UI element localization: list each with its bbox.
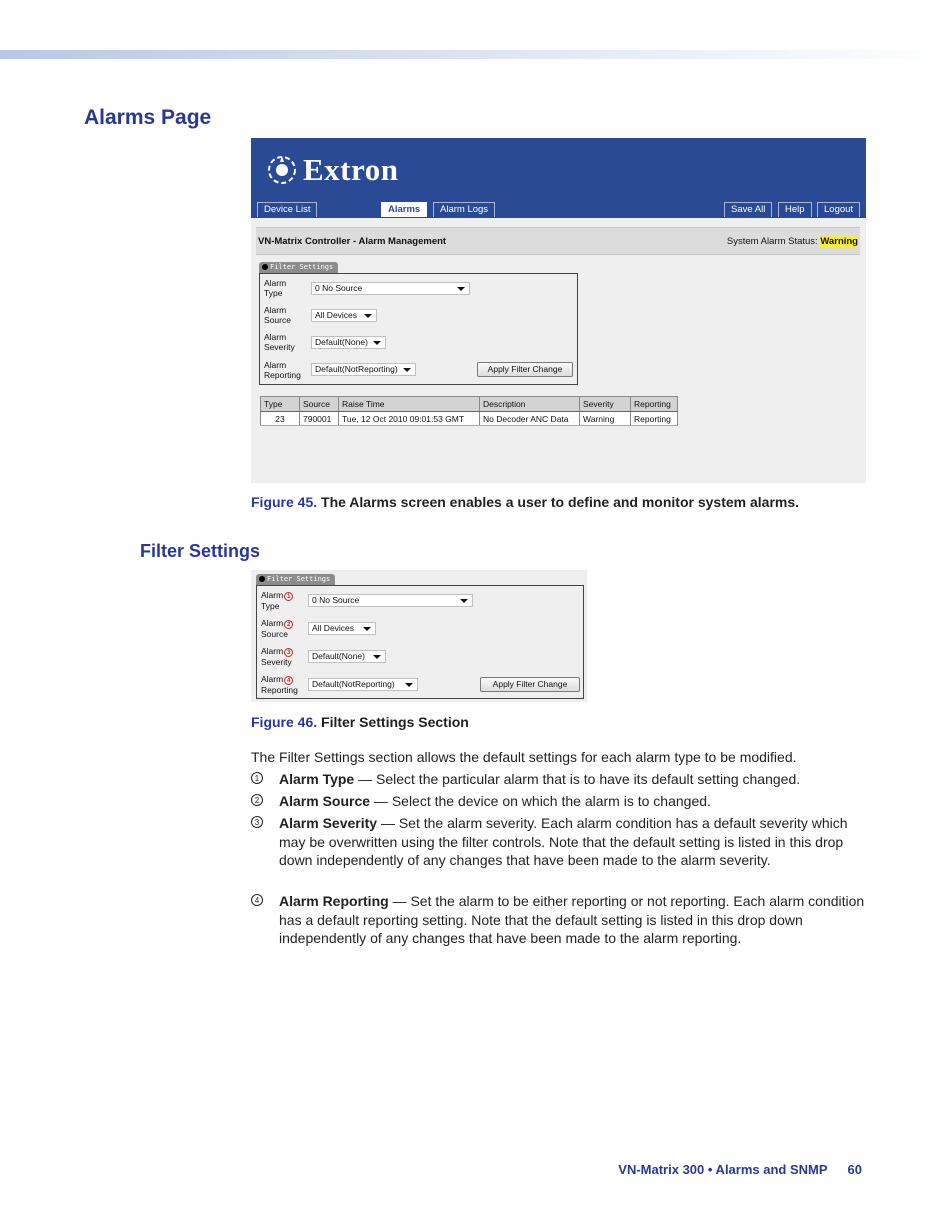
status-badge: Warning <box>820 236 858 247</box>
alarms-table <box>260 396 678 426</box>
footer-text: VN-Matrix 300 • Alarms and SNMP <box>618 1162 828 1177</box>
page-heading: Alarms Page <box>84 106 212 129</box>
alarms-screenshot <box>251 138 866 483</box>
page-number: 60 <box>847 1162 862 1177</box>
page-footer <box>618 1162 862 1177</box>
figure-label: Figure 45. <box>251 494 318 510</box>
table-cell: Warning <box>580 412 631 426</box>
chevron-down-icon <box>364 314 372 318</box>
alarm-type-select[interactable]: 0 No Source <box>308 594 473 607</box>
alarm-source-select[interactable]: All Devices <box>311 309 377 322</box>
alarm-severity-label: Alarm 3 Severity <box>261 646 292 667</box>
list-item <box>251 814 866 870</box>
column-header[interactable]: Reporting <box>631 397 678 412</box>
filter-settings-panel <box>259 273 578 385</box>
chevron-down-icon <box>403 368 411 372</box>
figure-46-caption <box>251 714 469 730</box>
item-description: — Select the device on which the alarm is to changed. <box>370 793 711 809</box>
alarm-severity-select[interactable]: Default(None) <box>308 650 386 663</box>
logout-button[interactable]: Logout <box>817 202 860 217</box>
column-header[interactable]: Type <box>261 397 300 412</box>
table-cell: Reporting <box>631 412 678 426</box>
callout-2-icon: 2 <box>251 794 263 806</box>
item-term: Alarm Reporting <box>279 893 389 909</box>
callout-3-icon: 3 <box>251 816 263 828</box>
filter-settings-tab[interactable] <box>256 574 335 585</box>
collapse-icon <box>259 576 265 582</box>
page-title: VN-Matrix Controller - Alarm Management <box>258 236 447 247</box>
item-description: — Set the alarm severity. Each alarm condition has a default severity which may be overwritten using the filter controls. Note that the default setting is listed in this drop down independently of any changes that have been made to the alarm severity. <box>279 815 848 868</box>
callout-1-icon: 1 <box>251 772 263 784</box>
alarm-severity-select[interactable]: Default(None) <box>311 336 386 349</box>
item-term: Alarm Source <box>279 793 371 809</box>
alarm-source-label: Alarm 2 Source <box>261 618 293 639</box>
filter-settings-tab-label: Filter Settings <box>270 263 334 271</box>
alarm-reporting-label: Alarm 4 Reporting <box>261 674 298 695</box>
chevron-down-icon <box>457 287 465 291</box>
app-header <box>251 138 866 218</box>
system-alarm-status <box>727 236 858 247</box>
intro-paragraph: The Filter Settings section allows the default settings for each alarm type to be modified. <box>251 749 797 765</box>
help-button[interactable]: Help <box>778 202 812 217</box>
chevron-down-icon <box>405 683 413 687</box>
table-cell: Tue, 12 Oct 2010 09:01:53 GMT <box>339 412 480 426</box>
figure-45-caption <box>251 494 799 510</box>
tab-device-list[interactable]: Device List <box>257 202 317 217</box>
status-label: System Alarm Status: <box>726 236 818 247</box>
list-item <box>251 892 866 948</box>
table-cell: No Decoder ANC Data <box>480 412 580 426</box>
tab-alarm-logs[interactable]: Alarm Logs <box>433 202 495 217</box>
table-header-row <box>261 397 678 412</box>
filter-settings-tab[interactable] <box>259 262 338 273</box>
tab-alarms[interactable]: Alarms <box>381 202 427 217</box>
alarm-type-select[interactable]: 0 No Source <box>311 282 470 295</box>
alarm-source-label: Alarm Source <box>264 305 291 325</box>
column-header[interactable]: Source <box>300 397 339 412</box>
item-term: Alarm Severity <box>279 815 378 831</box>
column-header[interactable]: Severity <box>580 397 631 412</box>
alarm-type-label: Alarm Type <box>264 278 287 298</box>
callout-3-icon: 3 <box>284 648 293 657</box>
chevron-down-icon <box>373 655 381 659</box>
item-description: — Set the alarm to be either reporting or not reporting. Each alarm condition has a default reporting setting. Note that the default setting is listed in this drop down independently of any changes that have been made to the alarm reporting. <box>279 893 865 946</box>
chevron-down-icon <box>363 627 371 631</box>
alarm-reporting-select[interactable]: Default(NotReporting) <box>308 678 418 691</box>
column-header[interactable]: Description <box>480 397 580 412</box>
extron-logo <box>265 152 398 188</box>
alarm-reporting-select[interactable]: Default(NotReporting) <box>311 363 416 376</box>
caption-text: The Alarms screen enables a user to define and monitor system alarms. <box>321 494 800 510</box>
alarm-severity-label: Alarm Severity <box>264 332 295 352</box>
callout-4-icon: 4 <box>251 894 263 906</box>
item-description: — Select the particular alarm that is to have its default setting changed. <box>354 771 801 787</box>
collapse-icon <box>262 264 268 270</box>
caption-text: Filter Settings Section <box>321 714 469 730</box>
column-header[interactable]: Raise Time <box>339 397 480 412</box>
list-item <box>251 770 866 789</box>
table-row[interactable] <box>261 412 678 426</box>
logo-text: Extron <box>303 152 399 187</box>
title-strip <box>256 227 860 255</box>
extron-logo-icon <box>265 153 299 187</box>
callout-1-icon: 1 <box>284 592 293 601</box>
chevron-down-icon <box>373 341 381 345</box>
callout-2-icon: 2 <box>284 620 293 629</box>
alarm-reporting-label: Alarm Reporting <box>264 360 301 380</box>
callout-4-icon: 4 <box>284 676 293 685</box>
alarm-type-label: Alarm 1 Type <box>261 590 293 611</box>
apply-filter-button[interactable]: Apply Filter Change <box>480 677 580 692</box>
item-term: Alarm Type <box>279 771 355 787</box>
table-cell: 23 <box>261 412 300 426</box>
header-gradient-bar <box>0 50 950 59</box>
apply-filter-button[interactable]: Apply Filter Change <box>477 362 573 377</box>
filter-settings-tab-label: Filter Settings <box>267 575 331 583</box>
filter-settings-screenshot <box>251 570 587 702</box>
save-all-button[interactable]: Save All <box>724 202 772 217</box>
figure-label: Figure 46. <box>251 714 318 730</box>
list-item <box>251 792 866 811</box>
table-cell: 790001 <box>300 412 339 426</box>
filter-settings-panel <box>256 585 584 699</box>
chevron-down-icon <box>460 599 468 603</box>
section-heading: Filter Settings <box>140 541 261 561</box>
alarm-source-select[interactable]: All Devices <box>308 622 376 635</box>
